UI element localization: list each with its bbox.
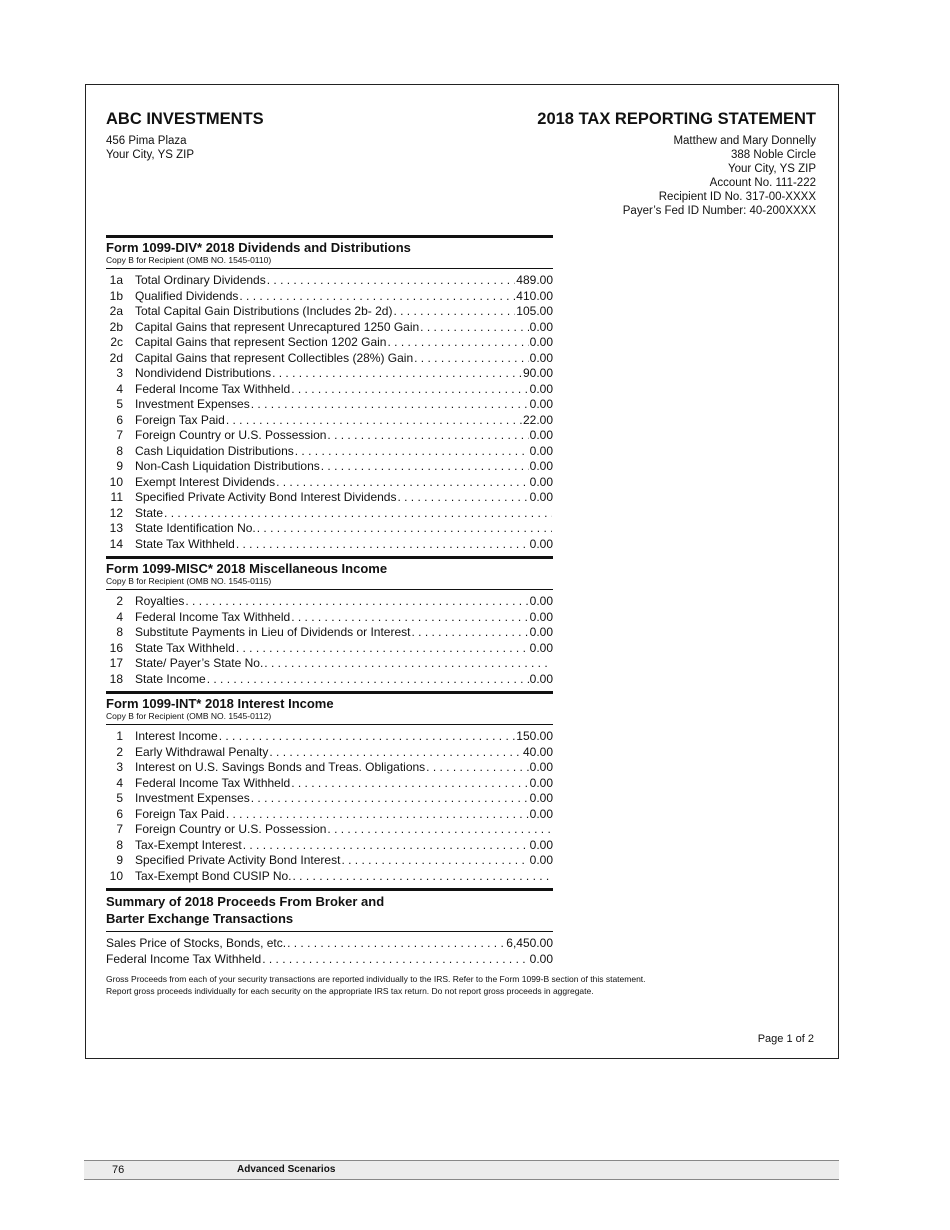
book-footer bbox=[84, 1160, 839, 1180]
statement-title: 2018 TAX REPORTING STATEMENT bbox=[537, 110, 816, 128]
line-number: 2b bbox=[109, 319, 123, 334]
leader-dots bbox=[341, 853, 528, 869]
summary-title: Summary of 2018 Proceeds From Broker and bbox=[106, 894, 385, 909]
recipient-line: Your City, YS ZIP bbox=[728, 163, 816, 175]
line-label: Federal Income Tax Withheld bbox=[106, 951, 262, 966]
line-label: State Income bbox=[135, 671, 206, 686]
form-line bbox=[106, 490, 553, 506]
form-line bbox=[106, 838, 553, 854]
form-line bbox=[106, 521, 553, 537]
line-number: 2d bbox=[109, 350, 123, 365]
line-value: 150.00 bbox=[516, 729, 553, 743]
line-value: 0.00 bbox=[529, 319, 553, 334]
line-label: Tax-Exempt Bond CUSIP No. bbox=[135, 868, 292, 883]
form-section-header bbox=[106, 556, 553, 590]
note-line: Report gross proceeds individually for each security on the appropriate IRS tax return. Do not report gross proceeds in aggregate. bbox=[106, 986, 594, 996]
form-line bbox=[106, 335, 553, 351]
line-number: 7 bbox=[116, 822, 123, 836]
line-value: 0.00 bbox=[529, 625, 553, 639]
line-label: Qualified Dividends bbox=[135, 288, 239, 303]
form-section-title: Form 1099-MISC* 2018 Miscellaneous Income bbox=[106, 561, 388, 576]
form-line bbox=[106, 853, 553, 869]
form-line bbox=[106, 625, 553, 641]
leader-dots bbox=[243, 838, 529, 854]
line-label: Investment Expenses bbox=[135, 397, 250, 411]
leader-dots bbox=[287, 936, 505, 952]
line-value: 0.00 bbox=[529, 760, 553, 774]
leader-dots bbox=[293, 869, 552, 885]
leader-dots bbox=[257, 521, 552, 537]
payer-address bbox=[106, 134, 194, 162]
line-number: 1 bbox=[116, 729, 123, 743]
form-line bbox=[106, 428, 553, 444]
line-value: 0.00 bbox=[529, 640, 553, 655]
form-section-title: Form 1099-DIV* 2018 Dividends and Distributions bbox=[106, 240, 411, 255]
line-label: Specified Private Activity Bond Interest Dividends bbox=[135, 490, 397, 504]
line-label: Sales Price of Stocks, Bonds, etc. bbox=[106, 936, 287, 950]
leader-dots bbox=[251, 791, 529, 807]
line-number: 1a bbox=[109, 273, 123, 287]
form-line bbox=[106, 776, 553, 792]
leader-dots bbox=[397, 490, 528, 506]
line-number: 16 bbox=[109, 640, 123, 655]
line-number: 3 bbox=[116, 366, 123, 380]
form-line bbox=[106, 791, 553, 807]
line-number: 10 bbox=[109, 474, 123, 489]
form-line bbox=[106, 397, 553, 413]
form-line bbox=[106, 506, 553, 522]
form-line bbox=[106, 641, 553, 657]
form-line bbox=[106, 656, 553, 672]
line-number: 4 bbox=[116, 609, 123, 624]
recipient-line: Matthew and Mary Donnelly bbox=[673, 135, 816, 147]
form-section-lines bbox=[106, 725, 553, 888]
payer-name: ABC INVESTMENTS bbox=[106, 110, 264, 128]
leader-dots bbox=[327, 428, 528, 444]
line-value: 0.00 bbox=[529, 474, 553, 489]
line-label: Cash Liquidation Distributions bbox=[135, 443, 294, 458]
line-label: Substitute Payments in Lieu of Dividends or Interest bbox=[135, 625, 411, 639]
line-number: 5 bbox=[116, 791, 123, 805]
line-number: 1b bbox=[109, 288, 123, 303]
form-line bbox=[106, 822, 553, 838]
line-number: 11 bbox=[110, 490, 123, 504]
form-section-lines bbox=[106, 269, 553, 556]
line-label: Interest on U.S. Savings Bonds and Treas. Obligations bbox=[135, 760, 426, 774]
leader-dots bbox=[295, 444, 529, 460]
recipient-line: Payer’s Fed ID Number: 40-200XXXX bbox=[622, 205, 816, 217]
leader-dots bbox=[321, 459, 529, 475]
line-value: 0.00 bbox=[529, 671, 553, 686]
line-label: Nondividend Distributions bbox=[135, 366, 272, 380]
recipient-line: 388 Noble Circle bbox=[730, 149, 816, 161]
line-value: 0.00 bbox=[529, 609, 553, 624]
form-section-header bbox=[106, 235, 553, 269]
leader-dots bbox=[387, 335, 528, 351]
line-label: Non-Cash Liquidation Distributions bbox=[135, 459, 320, 473]
line-label: Capital Gains that represent Unrecaptured 1250 Gain bbox=[135, 319, 420, 334]
line-value: 0.00 bbox=[529, 443, 553, 458]
leader-dots bbox=[291, 776, 528, 792]
form-line bbox=[106, 807, 553, 823]
summary-title: Barter Exchange Transactions bbox=[106, 911, 294, 926]
line-label: Early Withdrawal Penalty bbox=[135, 744, 269, 759]
line-label: Federal Income Tax Withheld bbox=[135, 609, 291, 624]
recipient-info bbox=[623, 134, 816, 218]
line-number: 4 bbox=[116, 381, 123, 396]
form-line bbox=[106, 444, 553, 460]
leader-dots bbox=[219, 729, 516, 745]
line-value: 0.00 bbox=[529, 806, 553, 821]
line-label: Royalties bbox=[135, 594, 185, 608]
leader-dots bbox=[236, 537, 529, 553]
leader-dots bbox=[251, 397, 529, 413]
line-number: 6 bbox=[116, 806, 123, 821]
line-value: 0.00 bbox=[529, 335, 553, 349]
line-number: 9 bbox=[116, 459, 123, 473]
line-value: 0.00 bbox=[529, 397, 553, 411]
form-line bbox=[106, 672, 553, 688]
line-number: 14 bbox=[109, 536, 123, 551]
form-line bbox=[106, 366, 553, 382]
leader-dots bbox=[276, 475, 529, 491]
line-number: 2 bbox=[116, 594, 123, 608]
leader-dots bbox=[226, 807, 529, 823]
leader-dots bbox=[164, 506, 552, 522]
form-line bbox=[106, 289, 553, 305]
form-line bbox=[106, 594, 553, 610]
form-line bbox=[106, 475, 553, 491]
leader-dots bbox=[420, 320, 528, 336]
line-value: 22.00 bbox=[522, 412, 553, 427]
leader-dots bbox=[414, 351, 529, 367]
line-number: 8 bbox=[116, 837, 123, 852]
line-value: 489.00 bbox=[516, 273, 553, 287]
line-value: 0.00 bbox=[529, 459, 553, 473]
leader-dots bbox=[411, 625, 528, 641]
statement-page bbox=[85, 84, 839, 1059]
line-value: 0.00 bbox=[529, 791, 553, 805]
line-label: Federal Income Tax Withheld bbox=[135, 775, 291, 790]
line-number: 2 bbox=[116, 744, 123, 759]
forms-column bbox=[106, 235, 553, 971]
form-line bbox=[106, 304, 553, 320]
line-label: Capital Gains that represent Section 1202 Gain bbox=[135, 335, 387, 349]
line-label: State Tax Withheld bbox=[135, 536, 235, 551]
line-label: State bbox=[135, 505, 164, 520]
form-line bbox=[106, 745, 553, 761]
leader-dots bbox=[269, 745, 522, 761]
leader-dots bbox=[264, 656, 552, 672]
line-number: 7 bbox=[116, 428, 123, 442]
line-label: State Identification No. bbox=[135, 521, 256, 535]
line-number: 2a bbox=[109, 304, 123, 318]
form-line bbox=[106, 382, 553, 398]
leader-dots bbox=[291, 382, 528, 398]
line-label: Foreign Country or U.S. Possession bbox=[135, 428, 327, 442]
line-value: 410.00 bbox=[516, 288, 553, 303]
line-number: 8 bbox=[116, 625, 123, 639]
form-section-title: Form 1099-INT* 2018 Interest Income bbox=[106, 696, 334, 711]
line-number: 8 bbox=[116, 443, 123, 458]
line-number: 3 bbox=[116, 760, 123, 774]
form-line bbox=[106, 459, 553, 475]
line-label: Exempt Interest Dividends bbox=[135, 474, 276, 489]
leader-dots bbox=[185, 594, 528, 610]
line-number: 13 bbox=[109, 521, 123, 535]
form-line bbox=[106, 320, 553, 336]
summary-line bbox=[106, 936, 553, 952]
line-number: 4 bbox=[116, 775, 123, 790]
form-line bbox=[106, 610, 553, 626]
line-value: 0.00 bbox=[529, 381, 553, 396]
form-section-subtitle: Copy B for Recipient (OMB NO. 1545-0110) bbox=[106, 255, 272, 265]
leader-dots bbox=[239, 289, 515, 305]
line-label: Capital Gains that represent Collectibles (28%) Gain bbox=[135, 350, 414, 365]
line-number: 2c bbox=[110, 335, 123, 349]
form-line bbox=[106, 729, 553, 745]
line-number: 9 bbox=[116, 853, 123, 867]
line-value: 0.00 bbox=[529, 775, 553, 790]
summary-header bbox=[106, 888, 553, 932]
line-value: 0.00 bbox=[529, 490, 553, 504]
leader-dots bbox=[291, 610, 528, 626]
line-label: Interest Income bbox=[135, 729, 218, 743]
form-line bbox=[106, 537, 553, 553]
line-label: State Tax Withheld bbox=[135, 640, 235, 655]
form-section-lines bbox=[106, 590, 553, 691]
line-number: 12 bbox=[109, 505, 123, 520]
summary-lines bbox=[106, 932, 553, 971]
recipient-line: Account No. 111-222 bbox=[709, 177, 816, 189]
leader-dots bbox=[236, 641, 529, 657]
leader-dots bbox=[393, 304, 515, 320]
leader-dots bbox=[226, 413, 522, 429]
line-number: 17 bbox=[109, 656, 123, 670]
line-value: 0.00 bbox=[529, 428, 553, 442]
line-label: State/ Payer’s State No. bbox=[135, 656, 264, 670]
line-value: 0.00 bbox=[529, 594, 553, 608]
line-label: Specified Private Activity Bond Interest bbox=[135, 853, 341, 867]
form-line bbox=[106, 351, 553, 367]
line-value: 0.00 bbox=[529, 536, 553, 551]
leader-dots bbox=[327, 822, 552, 838]
line-value: 40.00 bbox=[522, 744, 553, 759]
payer-address-line: 456 Pima Plaza bbox=[106, 135, 187, 147]
form-line bbox=[106, 413, 553, 429]
line-label: Total Capital Gain Distributions (Includes 2b- 2d) bbox=[135, 304, 393, 318]
note-line: Gross Proceeds from each of your security transactions are reported individually to the IRS. Refer to the Form 1099-B section of this statement. bbox=[106, 974, 646, 984]
payer-address-line: Your City, YS ZIP bbox=[106, 149, 194, 161]
form-sections bbox=[106, 235, 553, 888]
form-section-header bbox=[106, 691, 553, 725]
book-page-number: 76 bbox=[112, 1164, 125, 1176]
line-label: Tax-Exempt Interest bbox=[135, 837, 242, 852]
line-label: Foreign Tax Paid bbox=[135, 806, 225, 821]
leader-dots bbox=[272, 366, 522, 382]
line-label: Federal Income Tax Withheld bbox=[135, 381, 291, 396]
line-label: Foreign Tax Paid bbox=[135, 412, 225, 427]
leader-dots bbox=[426, 760, 528, 776]
line-value: 105.00 bbox=[516, 304, 553, 318]
line-value: 6,450.00 bbox=[506, 936, 553, 950]
line-value: 90.00 bbox=[522, 366, 553, 380]
line-number: 10 bbox=[109, 868, 123, 883]
summary-line bbox=[106, 952, 553, 968]
line-number: 18 bbox=[109, 671, 123, 686]
gross-proceeds-note bbox=[106, 973, 646, 997]
line-label: Investment Expenses bbox=[135, 791, 250, 805]
line-label: Foreign Country or U.S. Possession bbox=[135, 822, 327, 836]
line-number: 6 bbox=[116, 412, 123, 427]
leader-dots bbox=[262, 952, 528, 968]
line-number: 5 bbox=[116, 397, 123, 411]
leader-dots bbox=[267, 273, 516, 289]
form-line bbox=[106, 869, 553, 885]
form-section-subtitle: Copy B for Recipient (OMB NO. 1545-0115) bbox=[106, 576, 272, 586]
line-label: Total Ordinary Dividends bbox=[135, 273, 266, 287]
form-section-subtitle: Copy B for Recipient (OMB NO. 1545-0112) bbox=[106, 711, 272, 721]
form-line bbox=[106, 760, 553, 776]
page-indicator: Page 1 of 2 bbox=[757, 1033, 814, 1045]
form-line bbox=[106, 273, 553, 289]
recipient-line: Recipient ID No. 317-00-XXXX bbox=[658, 191, 816, 203]
line-value: 0.00 bbox=[529, 853, 553, 867]
chapter-title: Advanced Scenarios bbox=[237, 1164, 336, 1175]
line-value: 0.00 bbox=[529, 951, 553, 966]
line-value: 0.00 bbox=[529, 350, 553, 365]
leader-dots bbox=[207, 672, 529, 688]
line-value: 0.00 bbox=[529, 837, 553, 852]
